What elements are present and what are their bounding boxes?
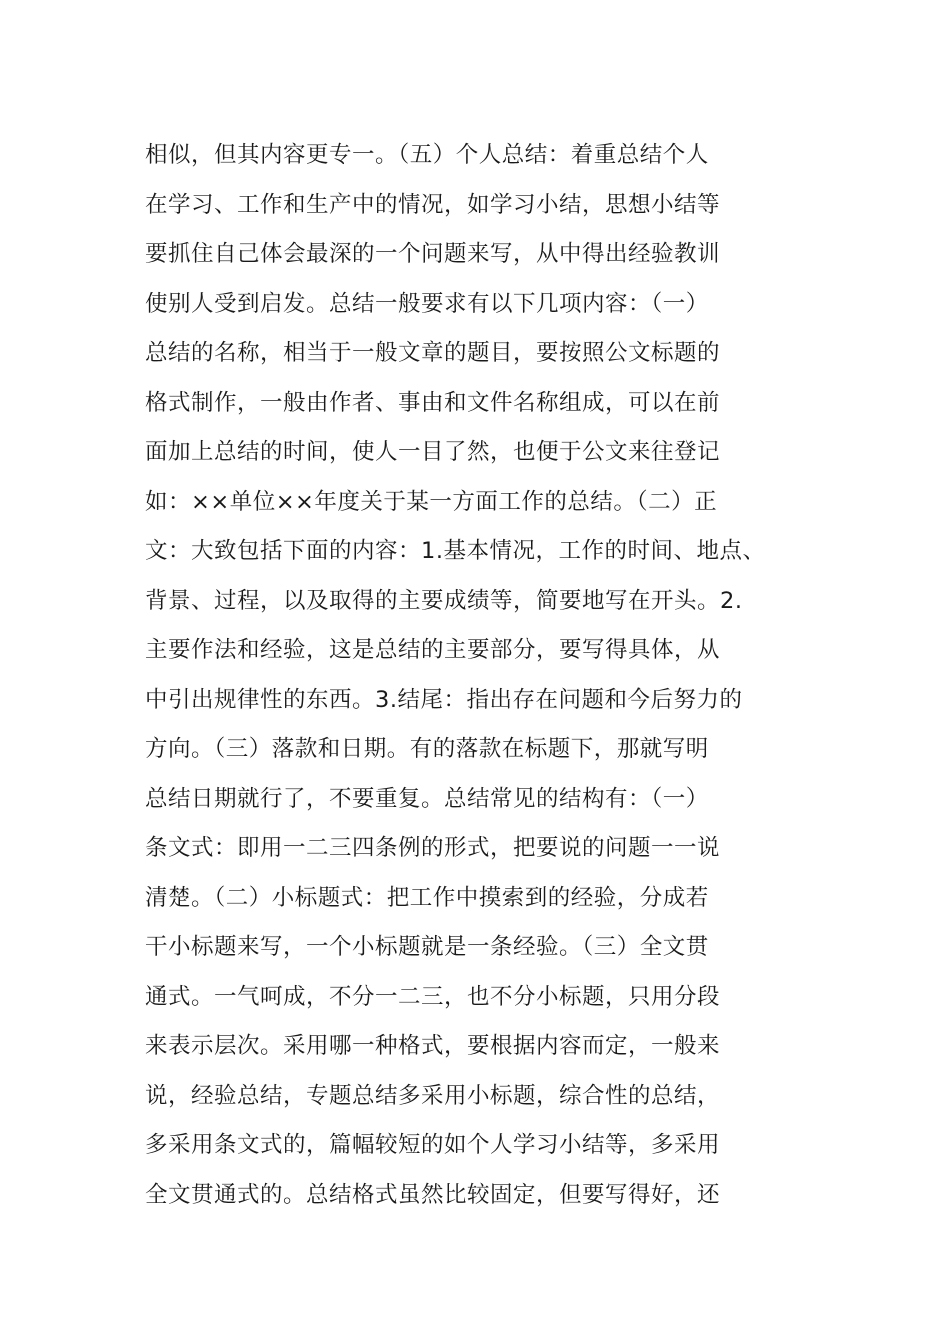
text-line: 总结日期就行了，不要重复。总结常见的结构有：（一） [145, 785, 709, 812]
text-line: 要抓住自己体会最深的一个问题来写，从中得出经验教训 [145, 241, 721, 267]
text-line: 全文贯通式的。总结格式虽然比较固定，但要写得好，还 [145, 1181, 721, 1208]
text-line: 清楚。（二）小标题式：把工作中摸索到的经验，分成若 [145, 884, 709, 911]
text-line: 面加上总结的时间，使人一目了然，也便于公文来往登记 [145, 439, 721, 465]
document-body-text [145, 131, 845, 1220]
text-line: 多采用条文式的，篇幅较短的如个人学习小结等，多采用 [145, 1132, 721, 1158]
text-line: 使别人受到启发。总结一般要求有以下几项内容：（一） [145, 290, 709, 317]
text-line: 相似，但其内容更专一。（五）个人总结：着重总结个人 [145, 142, 709, 168]
text-line: 中引出规律性的东西。3.结尾：指出存在问题和今后努力的 [145, 686, 743, 713]
text-line: 说，经验总结，专题总结多采用小标题，综合性的总结， [145, 1082, 721, 1109]
text-line: 来表示层次。采用哪一种格式，要根据内容而定，一般来 [145, 1033, 721, 1059]
text-line: 如：××单位××年度关于某一方面工作的总结。（二）正 [145, 488, 718, 515]
text-line: 文：大致包括下面的内容：1.基本情况，工作的时间、地点、 [145, 538, 766, 564]
text-line: 主要作法和经验，这是总结的主要部分，要写得具体，从 [145, 637, 721, 663]
text-line: 总结的名称，相当于一般文章的题目，要按照公文标题的 [145, 340, 721, 366]
text-line: 条文式：即用一二三四条例的形式，把要说的问题一一说 [145, 835, 721, 861]
text-line: 格式制作，一般由作者、事由和文件名称组成，可以在前 [145, 389, 721, 416]
text-line: 方向。（三）落款和日期。有的落款在标题下，那就写明 [145, 736, 709, 762]
text-line: 在学习、工作和生产中的情况，如学习小结，思想小结等 [145, 191, 721, 218]
text-line: 通式。一气呵成，不分一二三，也不分小标题，只用分段 [145, 983, 721, 1010]
text-line: 干小标题来写，一个小标题就是一条经验。（三）全文贯 [145, 934, 709, 960]
text-line: 背景、过程，以及取得的主要成绩等，简要地写在开头。2. [145, 587, 743, 614]
